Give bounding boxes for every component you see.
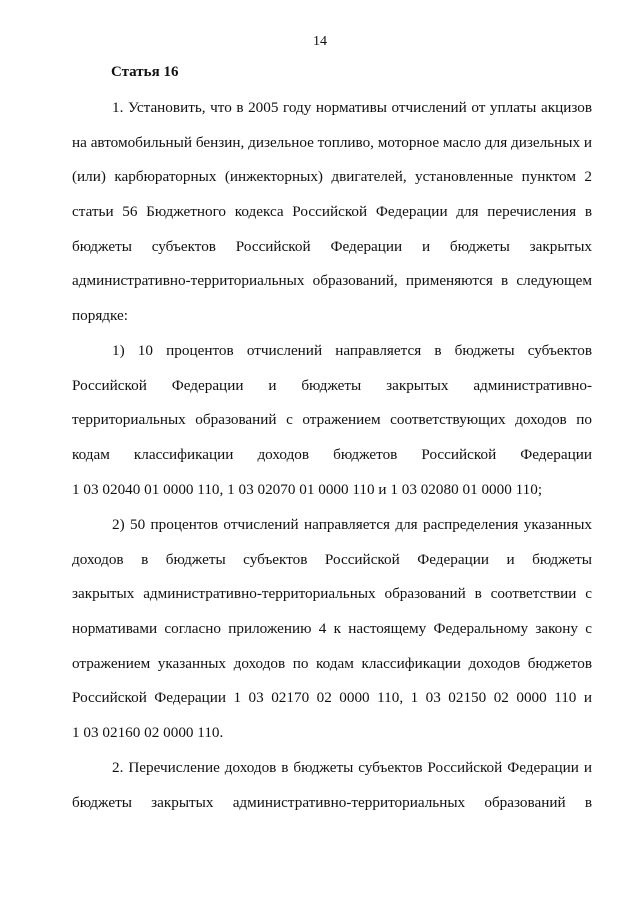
- text-line: 2) 50 процентов отчислений направляется для распределения указанных: [112, 516, 592, 533]
- paragraph-2: [72, 334, 592, 507]
- page-number: 14: [313, 34, 327, 49]
- text-line: бюджеты закрытых административно-территориальных образований в: [72, 793, 592, 811]
- text-line: отражением указанных доходов по кодам классификации доходов бюджетов: [72, 654, 592, 672]
- text-line: порядке:: [72, 307, 128, 325]
- paragraph-4: [72, 751, 592, 820]
- text-line: кодам классификации доходов бюджетов Российской Федерации: [72, 446, 592, 464]
- text-line: 1) 10 процентов отчислений направляется в бюджеты субъектов: [112, 342, 592, 359]
- text-line: территориальных образований с отражением соответствующих доходов по: [72, 411, 592, 429]
- text-line: закрытых административно-территориальных образований в соответствии с: [72, 585, 592, 603]
- text-line: нормативами согласно приложению 4 к настоящему Федеральному закону с: [72, 620, 592, 638]
- paragraph-1: [72, 91, 592, 334]
- text-line: 1 03 02160 02 0000 110.: [72, 724, 224, 742]
- text-line: (или) карбюраторных (инжекторных) двигателей, установленные пунктом 2: [72, 168, 592, 186]
- text-line: доходов в бюджеты субъектов Российской Федерации и бюджеты: [72, 550, 592, 568]
- text-line: на автомобильный бензин, дизельное топливо, моторное масло для дизельных и: [72, 133, 592, 151]
- text-line: Российской Федерации 1 03 02170 02 0000 110, 1 03 02150 02 0000 110 и: [72, 689, 592, 707]
- article-heading: Статья 16: [111, 64, 179, 80]
- text-line: 1. Установить, что в 2005 году нормативы отчислений от уплаты акцизов: [112, 99, 592, 116]
- text-line: статьи 56 Бюджетного кодекса Российской Федерации для перечисления в: [72, 203, 592, 221]
- text-line: бюджеты субъектов Российской Федерации и бюджеты закрытых: [72, 237, 592, 255]
- text-line: Российской Федерации и бюджеты закрытых административно-: [72, 376, 592, 394]
- text-line: 1 03 02040 01 0000 110, 1 03 02070 01 0000 110 и 1 03 02080 01 0000 110;: [72, 480, 543, 498]
- text-line: 2. Перечисление доходов в бюджеты субъектов Российской Федерации и: [112, 759, 592, 776]
- text-line: административно-территориальных образований, применяются в следующем: [72, 272, 592, 290]
- paragraph-3: [72, 508, 592, 751]
